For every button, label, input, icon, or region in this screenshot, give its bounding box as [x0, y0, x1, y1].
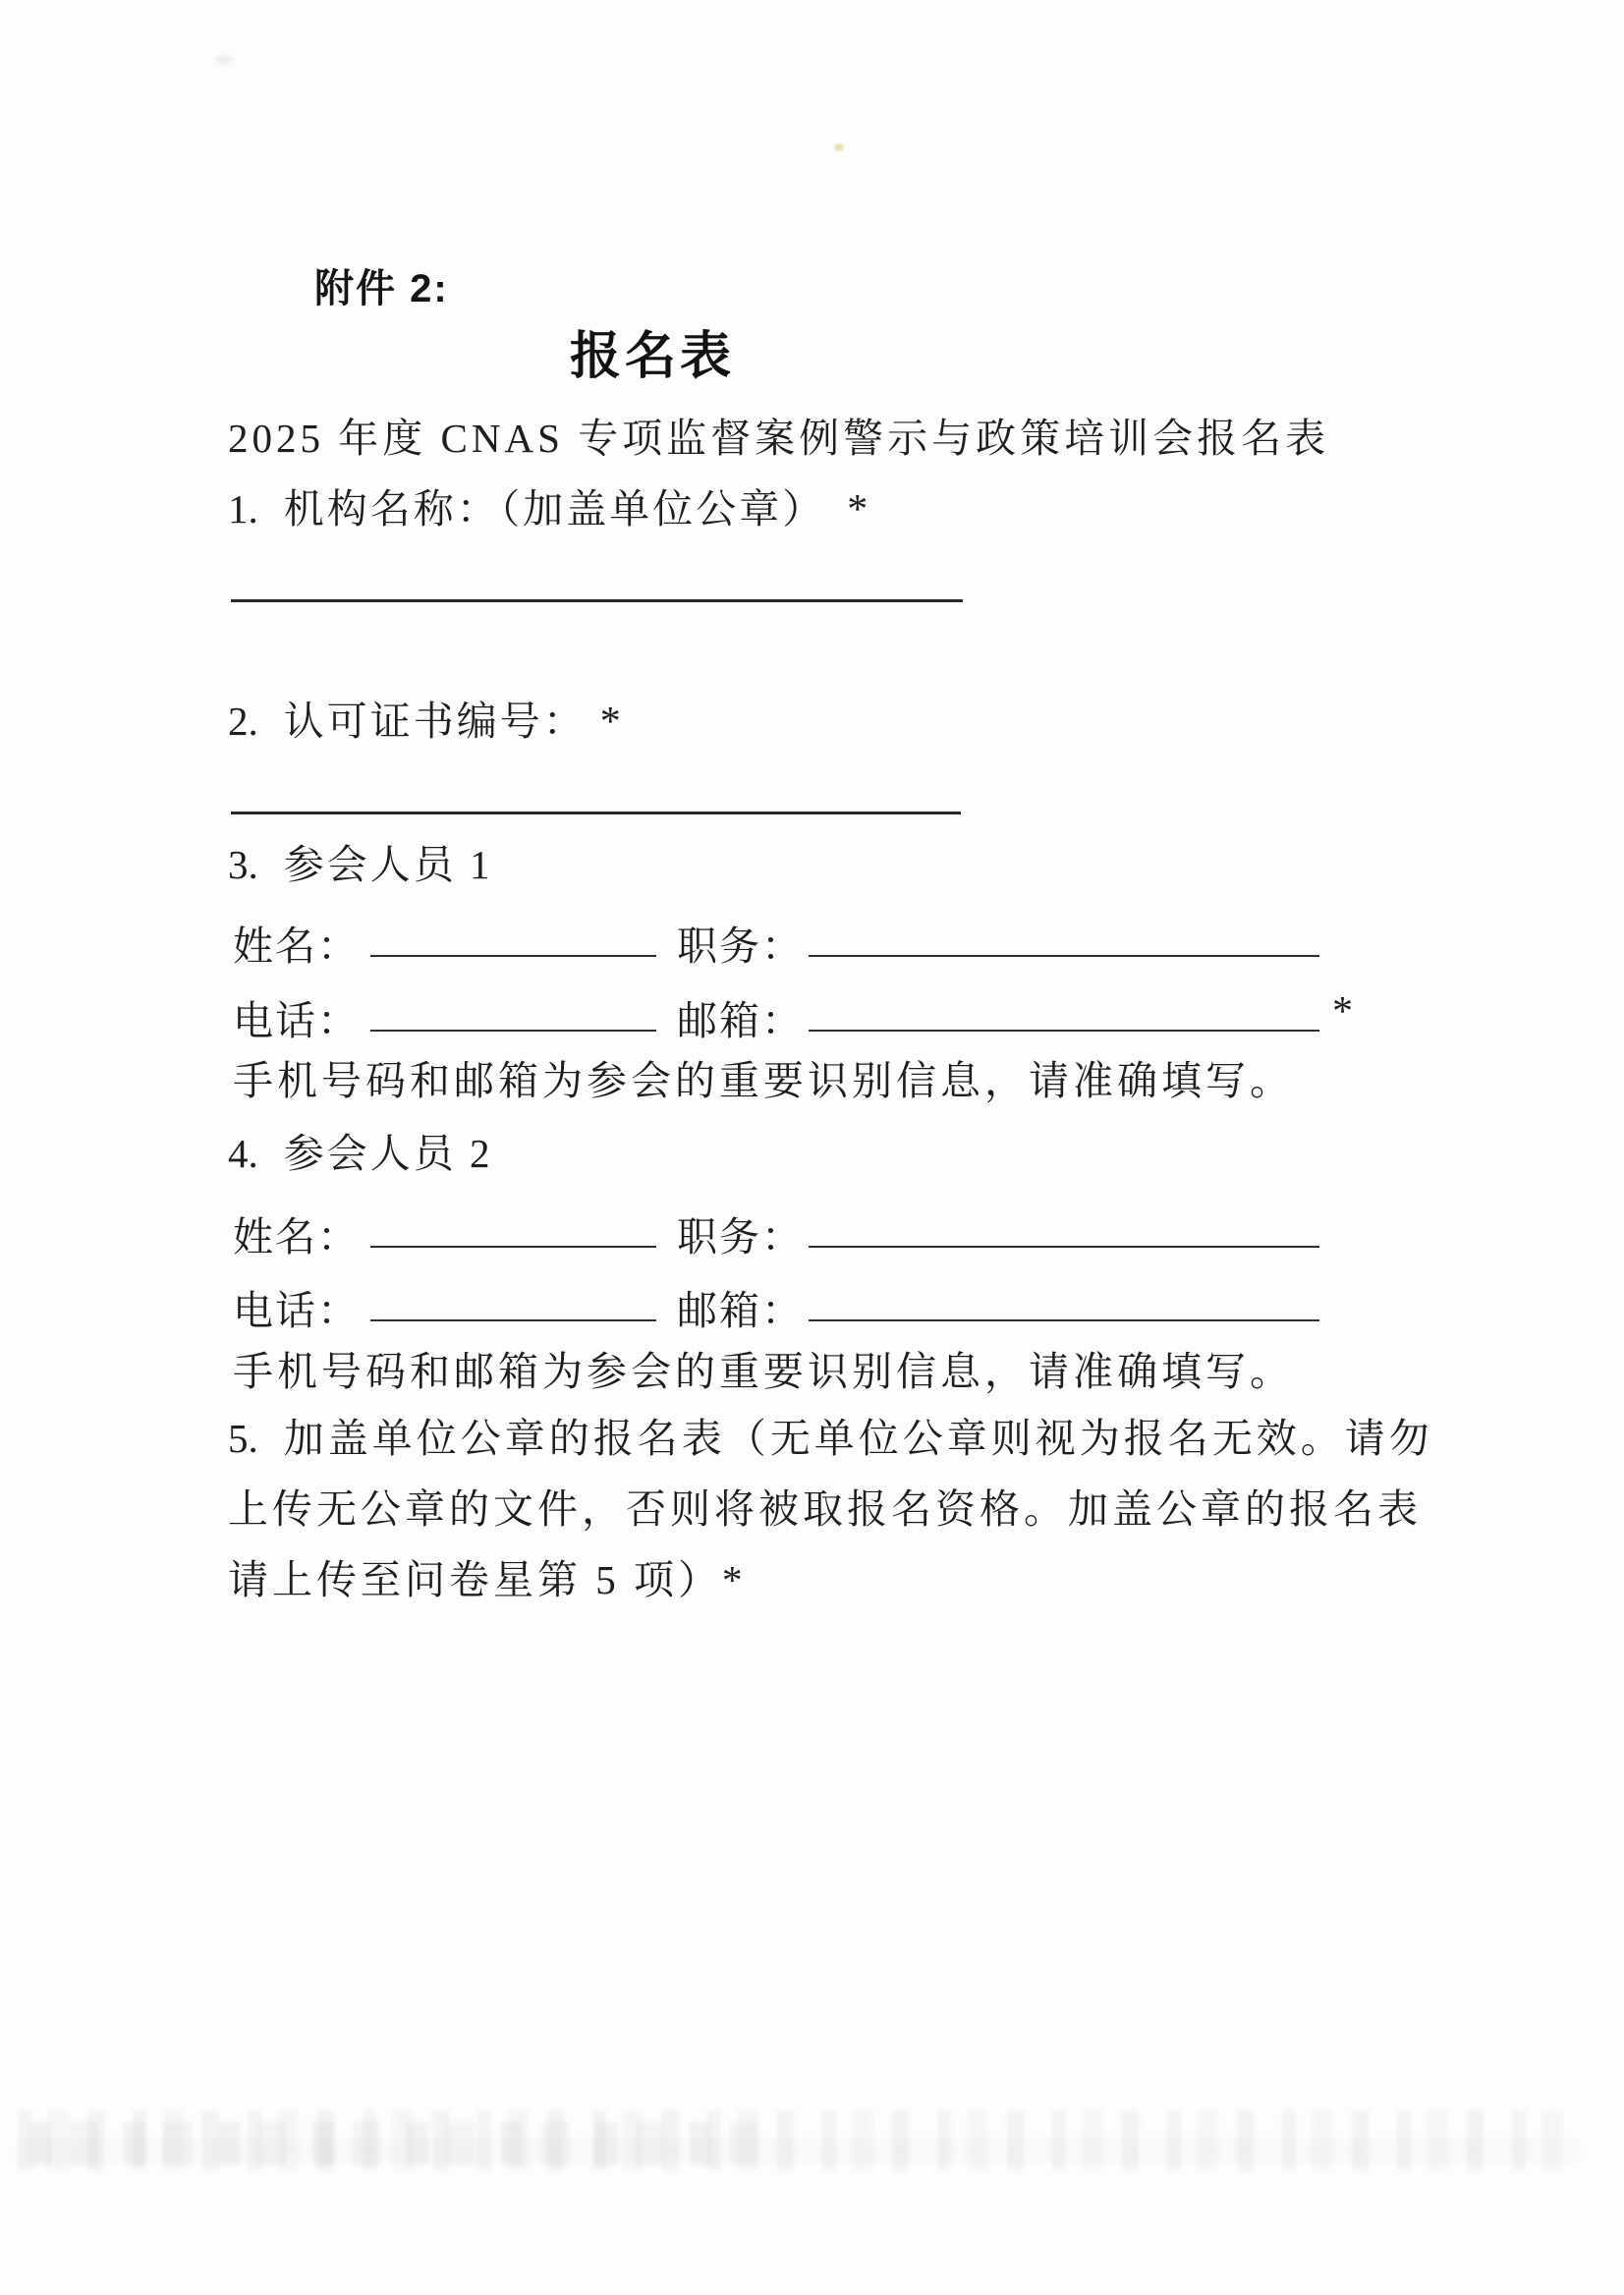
email-blank-line — [809, 988, 1319, 1032]
participant-2-name-row — [0, 1204, 1624, 1259]
participant-1-heading — [228, 843, 493, 887]
participant-2-heading-label: 参会人员 2 — [283, 1131, 493, 1176]
participant-1-phone-row — [0, 988, 1624, 1043]
email-label: 邮箱： — [677, 998, 804, 1043]
phone-blank-line — [370, 1278, 656, 1321]
email-blank-line — [809, 1278, 1319, 1321]
form-title: 报名表 — [570, 328, 736, 385]
item-1-label: 机构名称：（加盖单位公章） — [283, 486, 826, 532]
job-title-blank-line — [809, 914, 1319, 957]
item-1-blank-line — [231, 564, 963, 602]
item-5-line-2: 上传无公章的文件，否则将被取报名资格。加盖公章的报名表 — [228, 1486, 1422, 1532]
item-5-line-1 — [228, 1417, 1433, 1461]
phone-label: 电话： — [233, 998, 360, 1043]
participant-1-heading-label: 参会人员 1 — [283, 842, 493, 887]
item-2-required-marker: * — [599, 700, 621, 745]
attachment-label: 附件 2: — [314, 267, 449, 310]
job-title-label: 职务： — [677, 1214, 804, 1259]
item-5-number: 5. — [228, 1416, 258, 1461]
scan-speck — [834, 143, 844, 151]
scan-smudge — [216, 55, 232, 64]
item-5-text-1: 加盖单位公章的报名表（无单位公章则视为报名无效。请勿 — [283, 1416, 1433, 1461]
item-5-line-3: 请上传至问卷星第 5 项）* — [228, 1557, 747, 1602]
form-subtitle: 2025 年度 CNAS 专项监督案例警示与政策培训会报名表 — [228, 416, 1330, 461]
job-title-label: 职务： — [677, 924, 804, 969]
name-blank-line — [370, 1204, 656, 1248]
participant-2-note: 手机号码和邮箱为参会的重要识别信息，请准确填写。 — [233, 1349, 1294, 1394]
phone-label: 电话： — [233, 1288, 360, 1333]
email-label: 邮箱： — [677, 1288, 804, 1333]
participant-1-note: 手机号码和邮箱为参会的重要识别信息，请准确填写。 — [233, 1058, 1294, 1103]
name-blank-line — [370, 914, 656, 957]
participant-2-number: 4. — [228, 1131, 258, 1176]
item-2-number: 2. — [228, 699, 258, 744]
name-label: 姓名： — [233, 924, 360, 969]
phone-blank-line — [370, 988, 656, 1032]
item-1-line — [228, 487, 868, 532]
email-required-marker: * — [1332, 989, 1353, 1035]
participant-2-phone-row — [0, 1278, 1624, 1333]
job-title-blank-line — [809, 1204, 1319, 1248]
item-1-required-marker: * — [847, 487, 868, 532]
item-2-label: 认可证书编号： — [283, 699, 587, 744]
participant-1-number: 3. — [228, 842, 258, 887]
scan-noise-band — [29, 2122, 776, 2165]
item-1-number: 1. — [228, 486, 258, 532]
item-2-line — [228, 700, 621, 745]
participant-2-heading — [228, 1132, 493, 1176]
participant-1-name-row — [0, 914, 1624, 969]
name-label: 姓名： — [233, 1214, 360, 1259]
item-2-blank-line — [231, 776, 961, 814]
